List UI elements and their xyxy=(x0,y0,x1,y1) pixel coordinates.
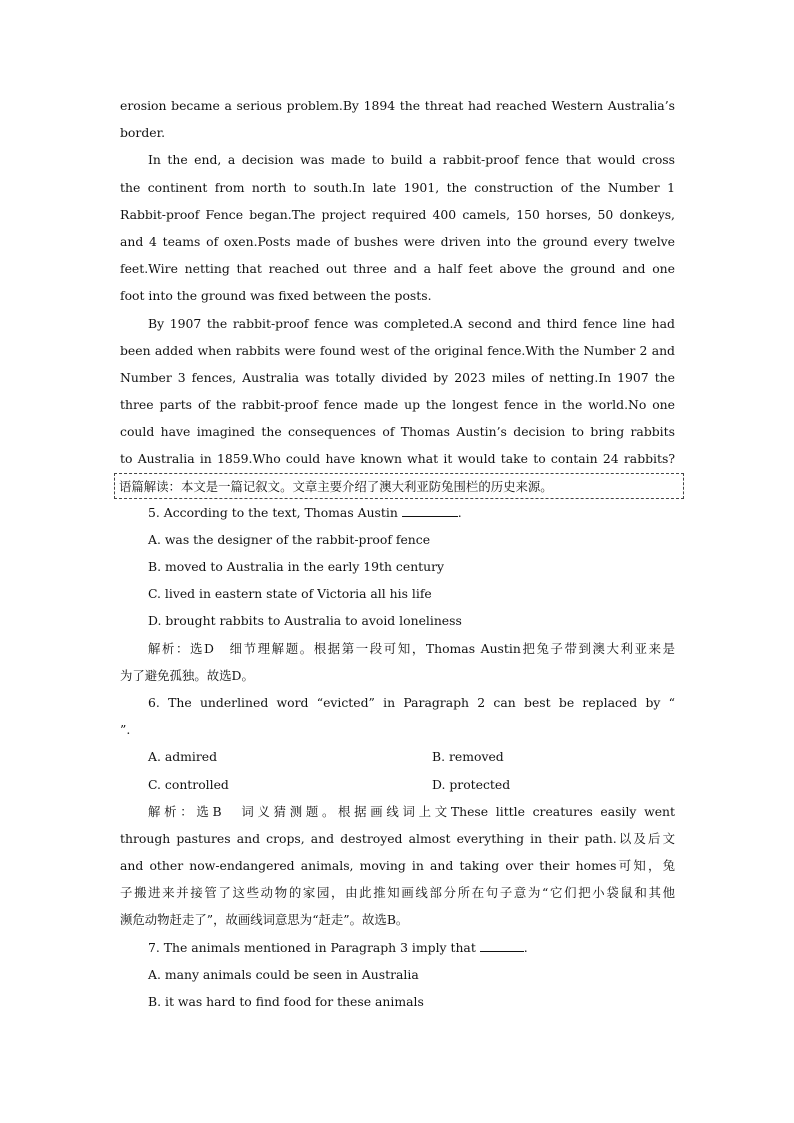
passage-line: the continent from north to south.In late 1901, the construction of the Number 1 xyxy=(120,179,675,195)
analysis-line: 濒危动物赶走了”，故画线词意思为“赶走”。故选B。 xyxy=(120,912,409,928)
option-d: D. brought rabbits to Australia to avoid loneliness xyxy=(148,613,462,629)
document-page xyxy=(120,92,675,1015)
passage-line: three parts of the rabbit-proof fence made up the longest fence in the world.No one xyxy=(120,397,675,413)
option-a: A. admired xyxy=(148,749,218,765)
option-b: B. it was hard to find food for these animals xyxy=(148,994,424,1009)
question-7 xyxy=(120,934,675,1016)
analysis-line: 为了避免孤独。故选D。 xyxy=(120,667,254,683)
option-a: A. was the designer of the rabbit-proof fence xyxy=(148,531,431,547)
passage-line: By 1907 the rabbit-proof fence was completed.A second and third fence line had xyxy=(148,315,675,331)
option-b: B. removed xyxy=(432,749,504,765)
passage xyxy=(120,92,675,473)
option-row xyxy=(120,743,675,770)
option-row xyxy=(120,771,675,798)
analysis-line: through pastures and crops, and destroyed almost everything in their path.以及后文 xyxy=(120,830,675,846)
answer-blank xyxy=(402,506,458,517)
passage-line: and 4 teams of oxen.Posts made of bushes were driven into the ground every twelve xyxy=(120,233,675,249)
passage-line: Number 3 fences, Australia was totally divided by 2023 miles of netting.In 1907 the xyxy=(120,369,675,385)
passage-line: In the end, a decision was made to build a rabbit-proof fence that would cross xyxy=(148,152,675,168)
question-stem: 7. The animals mentioned in Paragraph 3 imply that . xyxy=(148,939,528,955)
question-6 xyxy=(120,689,675,934)
passage-line: foot into the ground was fixed between the posts. xyxy=(120,288,432,304)
analysis-line: 解析：选B 词义猜测题。根据画线词上文These little creatures easily went xyxy=(148,803,675,819)
passage-line: erosion became a serious problem.By 1894 the threat had reached Western Australia’s xyxy=(120,98,675,113)
passage-line: been added when rabbits were found west of the original fence.With the Number 2 and xyxy=(120,342,675,358)
question-5 xyxy=(120,499,675,689)
option-c: C. lived in eastern state of Victoria all his life xyxy=(148,586,432,602)
option-a: A. many animals could be seen in Australia xyxy=(148,966,419,982)
option-c: C. controlled xyxy=(148,776,229,792)
option-d: D. protected xyxy=(432,776,511,792)
passage-line: border. xyxy=(120,125,166,141)
analysis-line: 子搬进来并接管了这些动物的家园，由此推知画线部分所在句子意为“它们把小袋鼠和其他 xyxy=(120,885,675,901)
passage-line: Rabbit-proof Fence began.The project required 400 camels, 150 horses, 50 donkeys, xyxy=(120,206,675,222)
reading-note-box: 语篇解读：本文是一篇记叙文。文章主要介绍了澳大利亚防兔围栏的历史来源。 xyxy=(114,473,684,499)
passage-line: feet.Wire netting that reached out three and a half feet above the ground and one xyxy=(120,261,675,277)
analysis-line: 解析：选D 细节理解题。根据第一段可知，Thomas Austin把兔子带到澳大利亚来是 xyxy=(148,640,675,656)
option-b: B. moved to Australia in the early 19th century xyxy=(148,559,445,574)
question-stem-cont: ”. xyxy=(120,722,131,738)
passage-line: to Australia in 1859.Who could have known what it would take to contain 24 rabbits? xyxy=(120,451,675,467)
answer-blank xyxy=(480,941,524,952)
passage-line: could have imagined the consequences of Thomas Austin’s decision to bring rabbits xyxy=(120,424,675,440)
analysis-line: and other now-endangered animals, moving in and taking over their homes可知，兔 xyxy=(120,858,675,874)
question-stem: 5. According to the text, Thomas Austin . xyxy=(148,504,462,520)
question-stem: 6. The underlined word “evicted” in Paragraph 2 can best be replaced by “ xyxy=(148,694,675,710)
